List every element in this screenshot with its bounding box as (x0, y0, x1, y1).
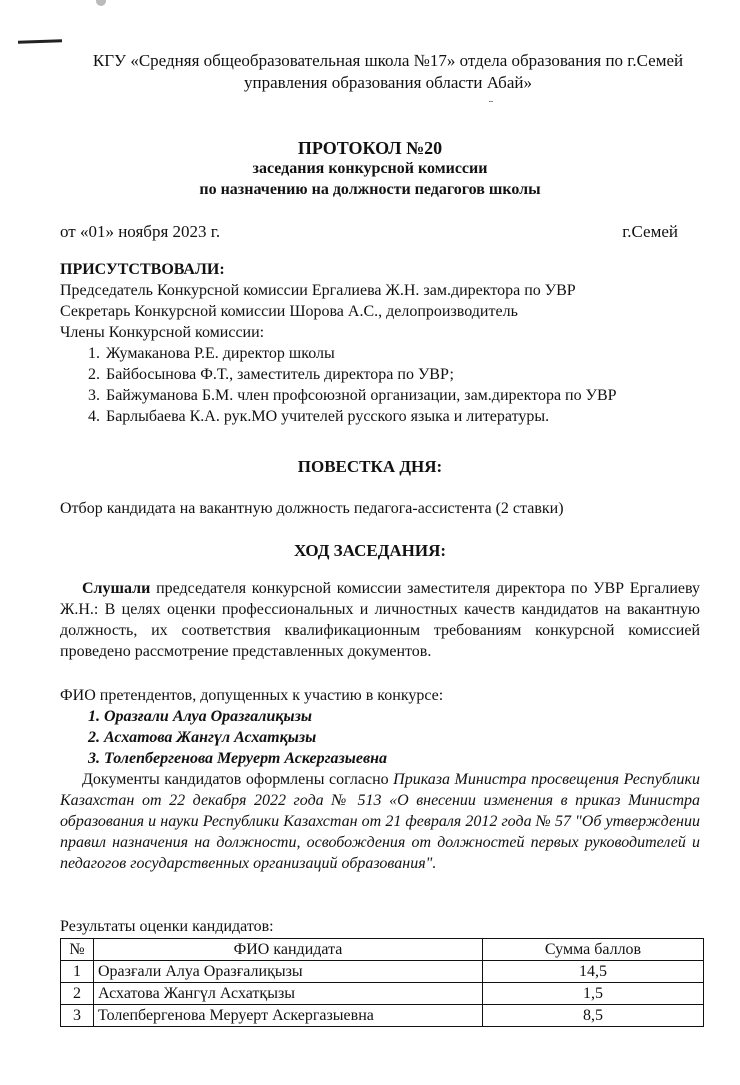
candidates-section (60, 685, 700, 769)
chair-line: Председатель Конкурсной комиссии Ергалиева Ж.Н. зам.директора по УВР (60, 282, 576, 299)
scan-artifact-mark: ¨ (489, 97, 493, 111)
results-label: Результаты оценки кандидатов: (60, 918, 274, 935)
col-score-header: Сумма баллов (483, 939, 704, 961)
documents-paragraph (60, 769, 700, 874)
table-header-row (61, 939, 704, 961)
scan-artifact-dot (96, 0, 106, 6)
protocol-subtitle-1: заседания конкурсной комиссии (252, 160, 488, 177)
row-num: 1 (61, 961, 94, 983)
protocol-title: ПРОТОКОЛ №20 (297, 138, 443, 158)
list-item: 3. Толепбергенова Меруерт Аскергазыевна (104, 748, 700, 769)
proceedings-heading: ХОД ЗАСЕДАНИЯ: (293, 541, 447, 560)
list-item: 4. Барлыбаева К.А. рук.МО учителей русского языка и литературы. (104, 406, 700, 427)
organization-header (68, 50, 708, 94)
protocol-city: г.Семей (622, 222, 678, 241)
docs-plain: Документы кандидатов оформлены согласно (82, 771, 394, 788)
results-table (60, 938, 704, 1027)
list-item: 1. Оразғали Алуа Оразғалиқызы (104, 706, 700, 727)
row-name: Оразғали Алуа Оразғалиқызы (94, 961, 483, 983)
agenda-text: Отбор кандидата на вакантную должность педагога-ассистента (2 ставки) (60, 500, 564, 517)
protocol-date: от «01» ноября 2023 г. (60, 222, 221, 241)
org-line-2: управления образования области Абай» (244, 73, 532, 92)
heard-text: председателя конкурсной комиссии заместителя директора по УВР Ергалиеву Ж.Н.: В целях оценки профессиональных и личностных качеств кандидатов на вакантную должность, их соответствия квалификационным требованиям конкурсной комиссией проведено рассмотрение представленных документов. (60, 580, 700, 660)
row-num: 2 (61, 983, 94, 1005)
list-item: 2. Байбосынова Ф.Т., заместитель директора по УВР; (104, 364, 700, 385)
candidates-list (60, 706, 700, 769)
list-item: 1. Жумаканова Р.Е. директор школы (104, 343, 700, 364)
list-item: 3. Байжуманова Б.М. член профсоюзной организации, зам.директора по УВР (104, 385, 700, 406)
secretary-line: Секретарь Конкурсной комиссии Шорова А.С., делопроизводитель (60, 303, 518, 320)
present-heading: ПРИСУТСТВОВАЛИ: (60, 261, 225, 278)
agenda-heading: ПОВЕСТКА ДНЯ: (297, 457, 443, 476)
org-line-1: КГУ «Средняя общеобразовательная школа №17» отдела образования по г.Семей (92, 51, 684, 70)
table-row (61, 983, 704, 1005)
members-label: Члены Конкурсной комиссии: (60, 324, 265, 341)
list-item: 2. Асхатова Жангүл Асхатқызы (104, 727, 700, 748)
row-name: Асхатова Жангүл Асхатқызы (94, 983, 483, 1005)
table-row (61, 961, 704, 983)
heard-paragraph (60, 578, 700, 662)
heard-bold: Слушали (82, 580, 151, 597)
col-num-header: № (61, 939, 94, 961)
row-name: Толепбергенова Меруерт Аскергазыевна (94, 1005, 483, 1027)
row-score: 1,5 (483, 983, 704, 1005)
members-list (60, 343, 700, 427)
present-section (60, 280, 700, 427)
scan-artifact-line (18, 39, 62, 44)
table-row (61, 1005, 704, 1027)
row-score: 14,5 (483, 961, 704, 983)
candidates-label: ФИО претендентов, допущенных к участию в конкурсе: (60, 687, 444, 704)
col-name-header: ФИО кандидата (94, 939, 483, 961)
row-score: 8,5 (483, 1005, 704, 1027)
protocol-subtitle-2: по назначению на должности педагогов школы (199, 181, 541, 198)
row-num: 3 (61, 1005, 94, 1027)
docs-italic: Приказа Министра просвещения Республики Казахстан от 22 декабря 2022 года № 513 «О внесении изменения в приказ Министра образования и науки Республики Казахстан от 21 февраля 2012 года № 57 "Об утверждении правил назначения на должности, освобождения от должностей первых руководителей и педагогов государственных организаций образования". (60, 771, 701, 872)
